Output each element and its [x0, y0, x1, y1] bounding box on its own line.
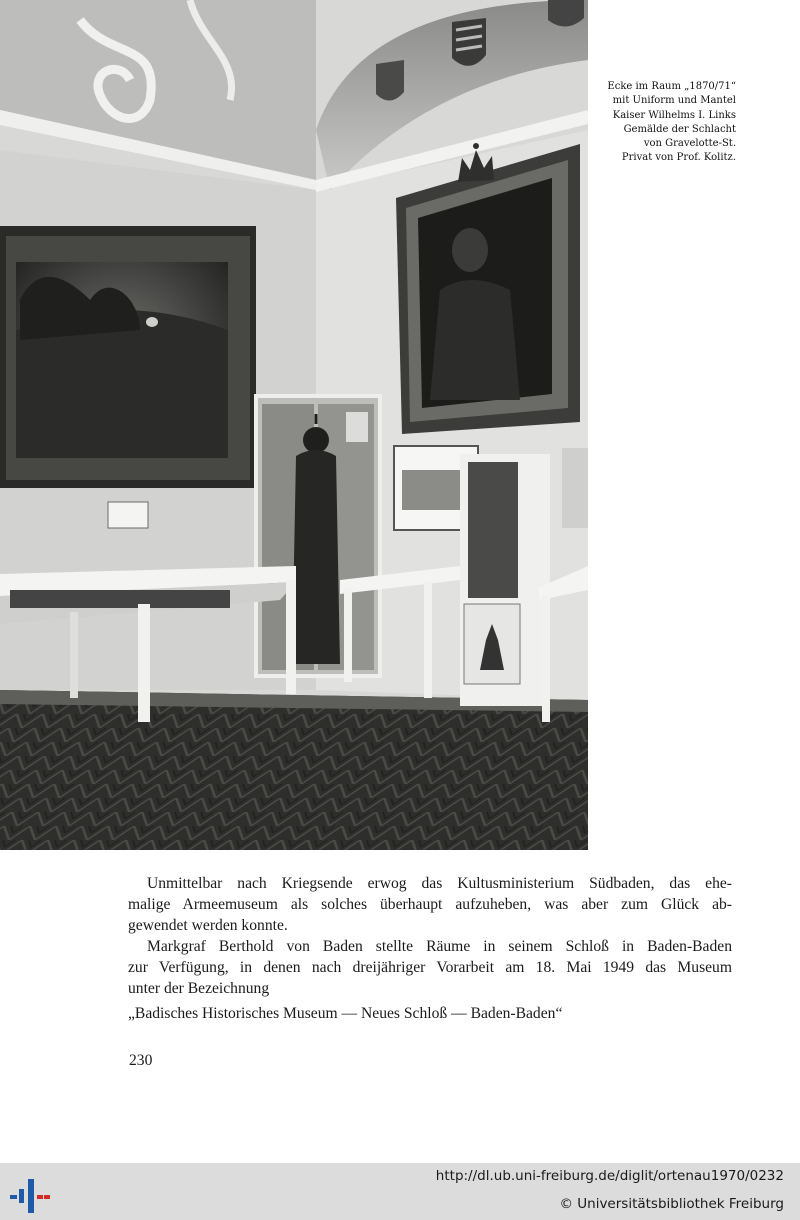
caption-line: Kaiser Wilhelms I. Links: [612, 109, 736, 121]
paragraph-line: zur Verfügung, in denen nach dreijähriger Vorarbeit am 18. Mai 1949 das Museum: [128, 959, 732, 976]
caption-line: Privat von Prof. Kolitz.: [621, 152, 736, 164]
caption-line: von Gravelotte-St.: [643, 138, 736, 150]
ub-freiburg-logo-icon[interactable]: [10, 1173, 50, 1213]
body-text: [128, 873, 732, 1024]
caption-line: Gemälde der Schlacht: [623, 123, 736, 135]
paragraph-line: unter der Bezeichnung: [128, 980, 270, 997]
document-url-link[interactable]: http://dl.ub.uni-freiburg.de/diglit/ortenau1970/0232: [435, 1168, 784, 1184]
footer-bar: [0, 1163, 800, 1220]
photo-caption: [604, 80, 736, 166]
caption-line: mit Uniform und Mantel: [612, 95, 736, 107]
copyright-notice: © Universitätsbibliothek Freiburg: [559, 1196, 784, 1212]
caption-line: Ecke im Raum „1870/71“: [607, 81, 736, 92]
paragraph-line: Unmittelbar nach Kriegsende erwog das Kultusministerium Südbaden, das ehe-: [147, 875, 732, 892]
paragraph-line: Markgraf Berthold von Baden stellte Räume in seinem Schloß in Baden-Baden: [147, 938, 732, 955]
page-number: 230: [129, 1052, 153, 1069]
paragraph-line: gewendet werden konnte.: [128, 917, 288, 934]
paragraph-line: malige Armeemuseum als solches überhaupt aufzuheben, was aber zum Glück ab-: [128, 896, 732, 913]
museum-name-line: „Badisches Historisches Museum — Neues Schloß — Baden-Baden“: [128, 1005, 563, 1022]
